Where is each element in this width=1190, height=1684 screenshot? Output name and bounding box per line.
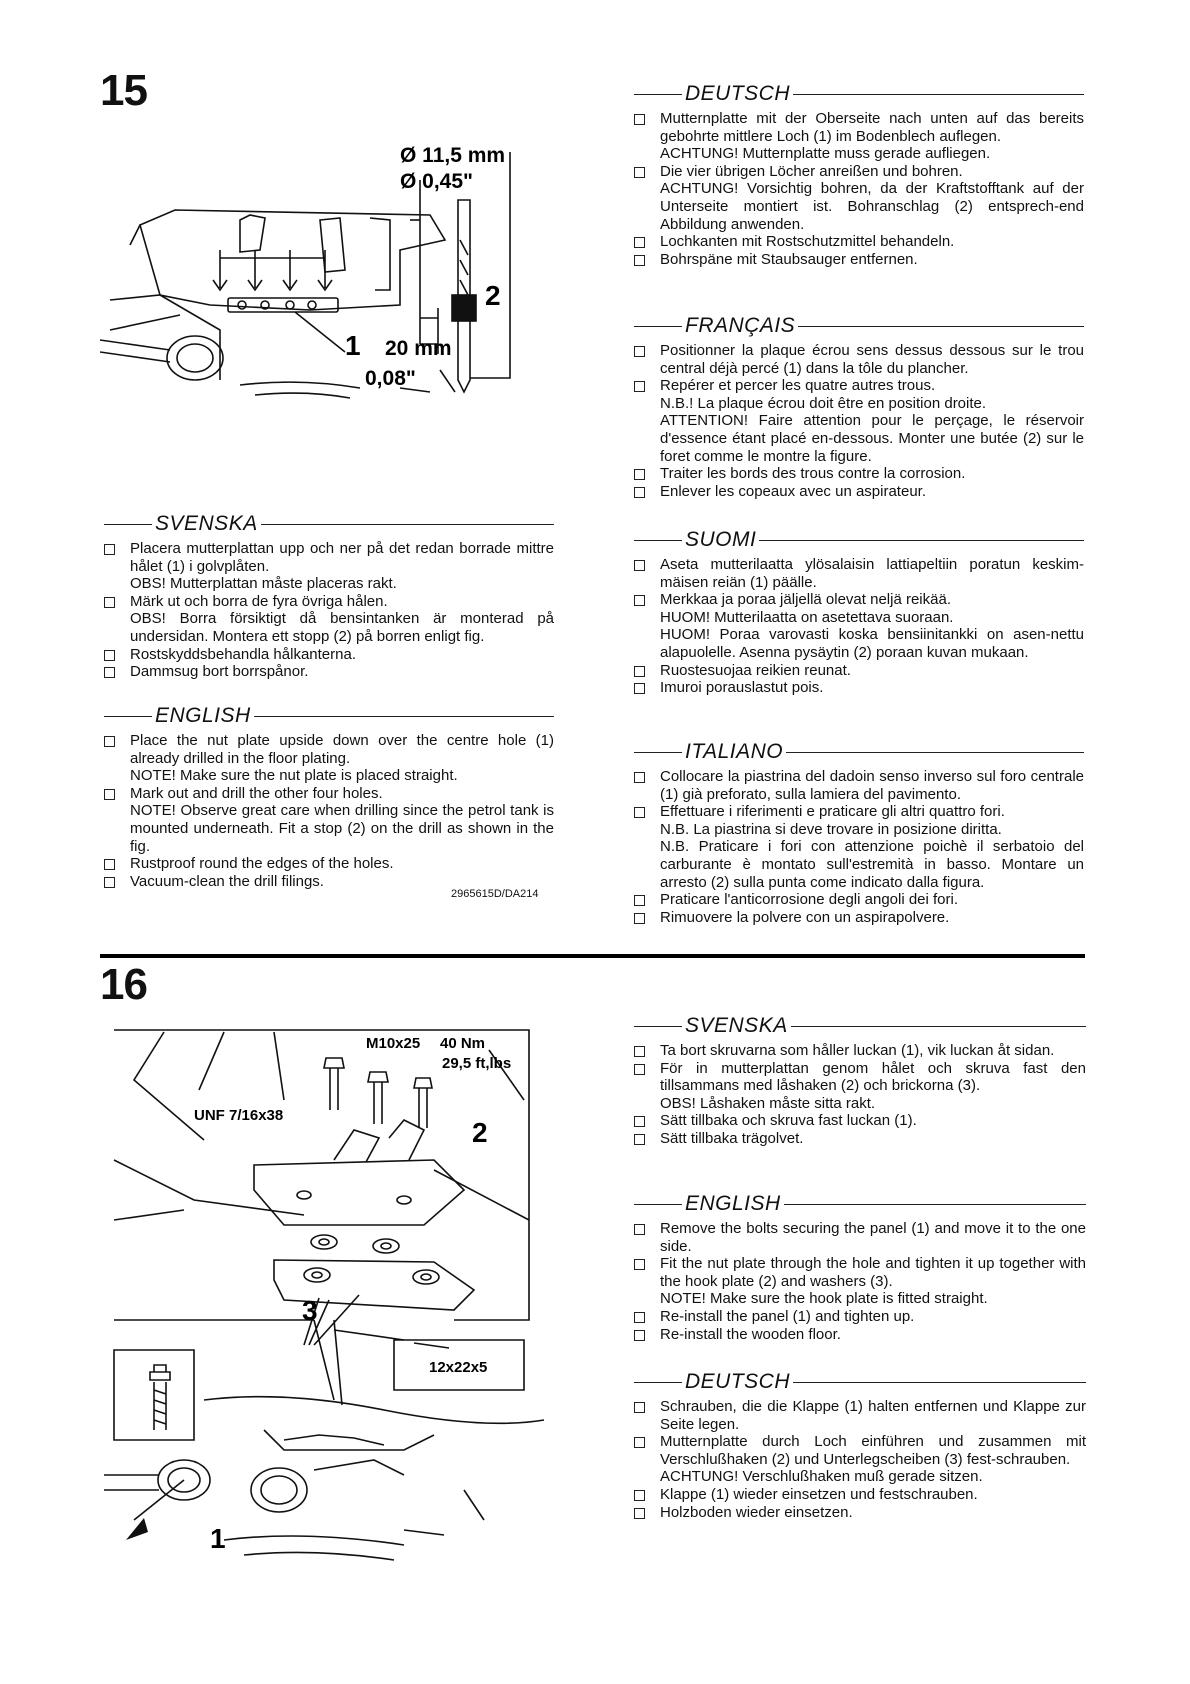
list-item: Praticare l'anticorrosione degli angoli dei fori. — [634, 891, 1084, 909]
list-item: För in mutterplattan genom hålet och skruva fast den tillsammans med låshaken (2) och brickorna (3). OBS! Låshaken måste sitta rakt. — [634, 1060, 1086, 1113]
checkbox-icon — [104, 667, 115, 678]
checkbox-icon — [634, 469, 645, 480]
step15-section-francais — [634, 314, 1084, 500]
section-title: ENGLISH — [685, 1192, 781, 1215]
fig15-depth-mm: 20 mm — [385, 337, 452, 360]
list-item: Lochkanten mit Rostschutzmittel behandeln. — [634, 233, 1084, 251]
checkbox-icon — [634, 167, 645, 178]
checkbox-icon — [634, 1330, 645, 1341]
list-item: Schrauben, die die Klappe (1) halten entfernen und Klappe zur Seite legen. — [634, 1398, 1086, 1433]
list-item: Holzboden wieder einsetzen. — [634, 1504, 1086, 1522]
checkbox-icon — [634, 255, 645, 266]
list-item: Dammsug bort borrspånor. — [104, 663, 554, 681]
checkbox-icon — [104, 859, 115, 870]
list-item: Effettuare i riferimenti e praticare gli altri quattro fori. N.B. La piastrina si deve trovare in posizione diritta. N.B. Praticare i fori con attenzione poichè il serbatoio del carburante è montato sull'estremità in basso. Montare un arresto (2) sulla punta come indicato dalla figura. — [634, 803, 1084, 891]
list-item: Rimuovere la polvere con un aspirapolvere. — [634, 909, 1084, 927]
step16-section-svenska — [634, 1014, 1086, 1148]
fig16-callout-1: 1 — [210, 1523, 226, 1554]
checkbox-icon — [634, 1134, 645, 1145]
checkbox-icon — [634, 1490, 645, 1501]
checkbox-icon — [634, 487, 645, 498]
list-item: Re-install the wooden floor. — [634, 1326, 1086, 1344]
checkbox-icon — [634, 1402, 645, 1413]
step16-section-deutsch — [634, 1370, 1086, 1521]
fig16-washer-spec: 12x22x5 — [429, 1359, 488, 1376]
section-title: DEUTSCH — [685, 1370, 791, 1393]
fig16-callout-2: 2 — [472, 1117, 488, 1148]
list-item: Märk ut och borra de fyra övriga hålen. OBS! Borra försiktigt då bensintanken är monterad på undersidan. Montera ett stopp (2) på borren enligt fig. — [104, 593, 554, 646]
list-item: Placera mutterplattan upp och ner på det redan borrade mittre hålet (1) i golvplåten. OBS! Mutterplattan måste placeras rakt. — [104, 540, 554, 593]
checkbox-icon — [634, 595, 645, 606]
checkbox-icon — [634, 1116, 645, 1127]
fig15-callout-1: 1 — [345, 330, 361, 361]
step-15-illustration — [100, 130, 570, 470]
checkbox-icon — [634, 237, 645, 248]
list-item: Ruostesuojaa reikien reunat. — [634, 662, 1084, 680]
fig16-torque-nm: 40 Nm — [440, 1035, 486, 1052]
checkbox-icon — [634, 346, 645, 357]
step16-section-english — [634, 1192, 1086, 1343]
step-15-number: 15 — [100, 66, 147, 115]
section-title: FRANÇAIS — [685, 314, 796, 337]
checkbox-icon — [634, 807, 645, 818]
checkbox-icon — [634, 114, 645, 125]
section-title: SVENSKA — [155, 512, 258, 535]
fig15-callout-2: 2 — [485, 280, 501, 311]
section-title: DEUTSCH — [685, 82, 791, 105]
list-item: Enlever les copeaux avec un aspirateur. — [634, 483, 1084, 501]
step-16-number: 16 — [100, 960, 147, 1009]
list-item: Repérer et percer les quatre autres trous. N.B.! La plaque écrou doit être en position droite. ATTENTION! Faire attention pour le perçage, le réservoir d'essence étant placé en-dessous. Monter une butée (2) sur le foret comme le montre la figure. — [634, 377, 1084, 465]
checkbox-icon — [104, 597, 115, 608]
checkbox-icon — [104, 877, 115, 888]
list-item: Fit the nut plate through the hole and tighten it up together with the hook plate (2) and washers (3). NOTE! Make sure the hook plate is fitted straight. — [634, 1255, 1086, 1308]
list-item: Traiter les bords des trous contre la corrosion. — [634, 465, 1084, 483]
checkbox-icon — [104, 736, 115, 747]
checkbox-icon — [634, 1508, 645, 1519]
fig16-bolt-spec: M10x25 — [366, 1035, 421, 1052]
list-item: Mark out and drill the other four holes. NOTE! Observe great care when drilling since the petrol tank is mounted underneath. Fit a stop (2) on the drill as shown in the fig. — [104, 785, 554, 855]
step15-section-english — [104, 704, 554, 890]
section-title: ITALIANO — [685, 740, 784, 763]
step-divider — [100, 954, 1085, 958]
list-item: Sätt tillbaka trägolvet. — [634, 1130, 1086, 1148]
list-item: Place the nut plate upside down over the centre hole (1) already drilled in the floor plating. NOTE! Make sure the nut plate is placed straight. — [104, 732, 554, 785]
checkbox-icon — [634, 895, 645, 906]
checkbox-icon — [634, 1046, 645, 1057]
list-item: Merkkaa ja poraa jäljellä olevat neljä reikää. HUOM! Mutterilaatta on asetettava suoraan. HUOM! Poraa varovasti koska bensiinitankki on asen-nettu alapuolelle. Asenna pysäytin (2) poraan kuvan mukaan. — [634, 591, 1084, 661]
step15-section-italiano — [634, 740, 1084, 926]
fig16-torque-ftlbs: 29,5 ft,lbs — [442, 1055, 512, 1072]
step15-section-suomi — [634, 528, 1084, 697]
checkbox-icon — [634, 683, 645, 694]
list-item: Imuroi porauslastut pois. — [634, 679, 1084, 697]
checkbox-icon — [634, 913, 645, 924]
checkbox-icon — [634, 1437, 645, 1448]
list-item: Mutternplatte durch Loch einführen und zusammen mit Verschlußhaken (2) und Unterlegscheiben (3) fest-schrauben. ACHTUNG! Verschlußhaken muß gerade sitzen. — [634, 1433, 1086, 1486]
step-16-illustration — [104, 1020, 564, 1580]
checkbox-icon — [634, 1259, 645, 1270]
fig16-unf-spec: UNF 7/16x38 — [194, 1107, 284, 1124]
list-item: Die vier übrigen Löcher anreißen und bohren. ACHTUNG! Vorsichtig bohren, da der Kraftstofftank auf der Unterseite montiert ist. Bohranschlag (2) entsprech-end Abbildung anwenden. — [634, 163, 1084, 233]
fig15-dia-mm: Ø 11,5 mm — [400, 144, 506, 167]
checkbox-icon — [634, 772, 645, 783]
fig15-dia-in: Ø 0,45" — [400, 170, 473, 193]
list-item: Aseta mutterilaatta ylösalaisin lattiapeltiin poratun keskim-mäisen reiän (1) päälle. — [634, 556, 1084, 591]
list-item: Ta bort skruvarna som håller luckan (1), vik luckan åt sidan. — [634, 1042, 1086, 1060]
list-item: Rostskyddsbehandla hålkanterna. — [104, 646, 554, 664]
checkbox-icon — [634, 560, 645, 571]
list-item: Mutternplatte mit der Oberseite nach unten auf das bereits gebohrte mittlere Loch (1) im Bodenblech auflegen. ACHTUNG! Mutternplatte muss gerade aufliegen. — [634, 110, 1084, 163]
checkbox-icon — [634, 666, 645, 677]
fig15-depth-in: 0,08" — [365, 367, 416, 390]
section-title: ENGLISH — [155, 704, 251, 727]
checkbox-icon — [104, 650, 115, 661]
section-title: SUOMI — [685, 528, 757, 551]
checkbox-icon — [104, 544, 115, 555]
list-item: Bohrspäne mit Staubsauger entfernen. — [634, 251, 1084, 269]
doc-code: 2965615D/DA214 — [451, 888, 539, 900]
list-item: Vacuum-clean the drill filings. — [104, 873, 554, 891]
list-item: Remove the bolts securing the panel (1) and move it to the one side. — [634, 1220, 1086, 1255]
list-item: Sätt tillbaka och skruva fast luckan (1). — [634, 1112, 1086, 1130]
checkbox-icon — [104, 789, 115, 800]
list-item: Positionner la plaque écrou sens dessus dessous sur le trou central déjà percé (1) dans la tôle du plancher. — [634, 342, 1084, 377]
list-item: Re-install the panel (1) and tighten up. — [634, 1308, 1086, 1326]
checkbox-icon — [634, 1064, 645, 1075]
checkbox-icon — [634, 381, 645, 392]
checkbox-icon — [634, 1224, 645, 1235]
fig16-callout-3: 3 — [302, 1295, 318, 1326]
checkbox-icon — [634, 1312, 645, 1323]
list-item: Rustproof round the edges of the holes. — [104, 855, 554, 873]
step15-section-deutsch — [634, 82, 1084, 268]
step15-section-svenska — [104, 512, 554, 681]
list-item: Klappe (1) wieder einsetzen und festschrauben. — [634, 1486, 1086, 1504]
list-item: Collocare la piastrina del dadoin senso inverso sul foro centrale (1) già preforato, sulla lamiera del pavimento. — [634, 768, 1084, 803]
section-title: SVENSKA — [685, 1014, 788, 1037]
